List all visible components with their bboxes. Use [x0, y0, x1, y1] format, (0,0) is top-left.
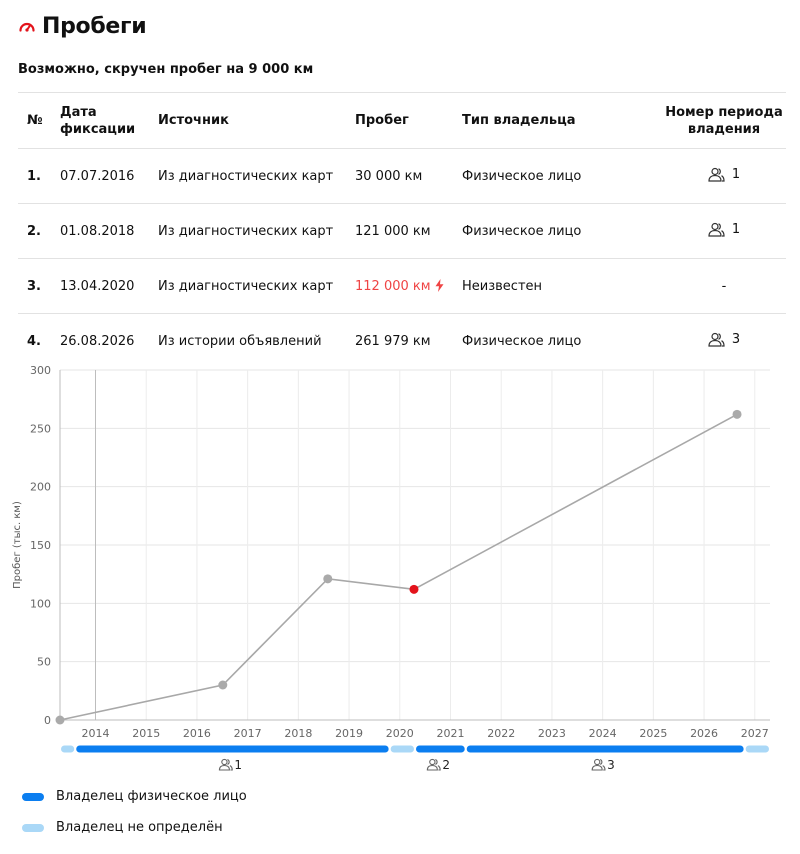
ownership-bar-unknown	[391, 746, 414, 753]
row-period: -	[662, 259, 786, 314]
mileage-line	[60, 414, 737, 720]
speedometer-icon	[18, 18, 36, 36]
y-axis-label: Пробег (тыс. км)	[12, 501, 23, 589]
column-header-owner-type: Тип владельца	[462, 93, 662, 149]
row-source: Из истории объявлений	[158, 333, 322, 349]
row-source: Из диагностических карт	[158, 259, 355, 314]
x-tick-label: 2023	[537, 727, 566, 740]
row-date: 13.04.2020	[60, 259, 158, 314]
row-date: 01.08.2018	[60, 204, 158, 259]
x-tick-label: 2018	[284, 727, 313, 740]
data-point	[218, 681, 227, 690]
table-header-row	[18, 93, 786, 149]
mileage-chart	[0, 356, 800, 776]
x-tick-label: 2016	[182, 727, 211, 740]
ownership-bar-individual	[467, 746, 744, 753]
row-period-value: 1	[731, 221, 741, 237]
ownership-period-label: 1	[234, 758, 243, 772]
y-tick-label: 50	[37, 655, 51, 669]
page-header	[18, 14, 146, 39]
data-point	[56, 716, 65, 725]
column-header-source: Источник	[158, 93, 355, 149]
row-source: Из диагностических карт	[158, 149, 355, 204]
row-mileage: 121 000 км	[355, 204, 462, 259]
row-owner-type: Неизвестен	[462, 259, 662, 314]
column-header-period-line1: Номер периода	[665, 104, 783, 120]
column-header-period-line2: владения	[687, 121, 761, 137]
y-tick-label: 300	[30, 364, 51, 377]
y-tick-label: 250	[30, 422, 51, 436]
owners-icon	[708, 332, 725, 347]
legend-item-individual	[22, 789, 247, 804]
owners-icon	[219, 759, 232, 770]
legend-label-individual: Владелец физическое лицо	[56, 789, 247, 804]
x-tick-label: 2022	[487, 727, 516, 740]
y-tick-label: 200	[30, 480, 51, 494]
x-tick-label: 2021	[436, 727, 465, 740]
ownership-bar-individual	[416, 746, 465, 753]
row-owner-type: Физическое лицо	[462, 149, 662, 204]
y-tick-label: 0	[44, 714, 51, 727]
x-tick-label: 2017	[233, 727, 262, 740]
row-number: 2.	[18, 204, 60, 259]
data-point	[323, 574, 332, 583]
row-period-value: 3	[731, 331, 741, 347]
legend-item-unknown	[22, 820, 223, 835]
row-period-value: 1	[731, 166, 741, 182]
row-number: 1.	[18, 149, 60, 204]
column-header-date	[60, 93, 158, 149]
row-source: Из диагностических карт	[158, 204, 355, 259]
ownership-bar-individual	[76, 746, 388, 753]
column-header-period	[662, 93, 786, 149]
data-point-anomaly	[409, 585, 418, 594]
row-number: 3.	[18, 259, 60, 314]
x-tick-label: 2020	[385, 727, 414, 740]
ownership-bar-unknown	[746, 746, 769, 753]
column-header-number: №	[18, 93, 60, 149]
y-tick-label: 150	[30, 539, 51, 552]
row-mileage-suspicious	[355, 259, 462, 314]
rollback-warning: Возможно, скручен пробег на 9 000 км	[18, 62, 314, 77]
row-period	[662, 204, 786, 259]
row-number: 4.	[27, 333, 41, 349]
ownership-period-label: 2	[442, 758, 450, 772]
ownership-period-label: 3	[607, 758, 615, 772]
x-tick-label: 2027	[740, 727, 769, 740]
legend-swatch-individual	[22, 793, 44, 801]
x-tick-label: 2015	[132, 727, 161, 740]
row-owner-type: Физическое лицо	[462, 204, 662, 259]
x-tick-label: 2014	[81, 727, 110, 740]
column-header-mileage: Пробег	[355, 93, 462, 149]
table-row	[18, 259, 786, 314]
row-period	[662, 149, 786, 204]
x-tick-label: 2026	[690, 727, 719, 740]
y-tick-label: 100	[30, 597, 51, 611]
row-date: 26.08.2026	[60, 333, 135, 349]
owners-icon	[708, 222, 725, 237]
row-mileage-value: 112 000 км	[355, 278, 431, 294]
x-tick-label: 2025	[639, 727, 668, 740]
column-header-date-line1: Дата	[60, 104, 97, 120]
x-tick-label: 2024	[588, 727, 617, 740]
column-header-date-line2: фиксации	[60, 121, 136, 137]
row-mileage: 261 979 км	[355, 333, 431, 349]
owners-icon	[592, 759, 605, 770]
page-title: Пробеги	[42, 14, 147, 39]
row-owner-type: Физическое лицо	[462, 333, 582, 349]
table-row	[18, 204, 786, 259]
mileage-table	[18, 92, 786, 369]
legend-swatch-unknown	[22, 824, 44, 832]
owners-icon	[427, 759, 440, 770]
row-date: 07.07.2016	[60, 149, 158, 204]
legend-label-unknown: Владелец не определён	[56, 820, 223, 835]
row-mileage: 30 000 км	[355, 149, 462, 204]
data-point	[733, 410, 742, 419]
table-row	[18, 149, 786, 204]
lightning-icon	[435, 279, 444, 292]
x-tick-label: 2019	[335, 727, 364, 740]
owners-icon	[708, 167, 725, 182]
ownership-bar-unknown	[61, 746, 74, 753]
